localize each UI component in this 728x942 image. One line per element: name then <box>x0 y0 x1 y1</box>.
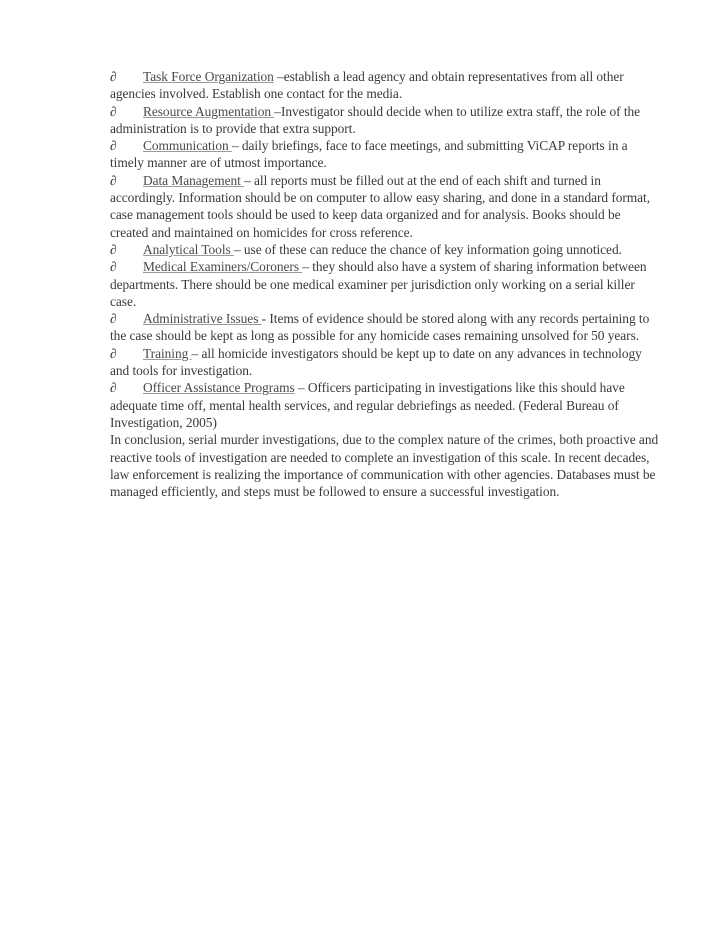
item-body: – use of these can reduce the chance of key information going unnoticed. <box>233 241 622 257</box>
list-item <box>110 258 662 310</box>
item-heading: Officer Assistance Programs <box>143 380 295 396</box>
item-heading: Medical Examiners/Coroners <box>143 259 303 275</box>
list-item <box>110 241 662 258</box>
bullet-icon: ∂ <box>110 241 117 257</box>
bullet-icon: ∂ <box>110 259 117 275</box>
item-body: –establish a lead agency and obtain representatives from all other agencies involved. Establish one contact for the media. <box>110 69 624 102</box>
bullet-icon: ∂ <box>110 69 117 84</box>
list-item <box>110 379 662 431</box>
item-heading: Training <box>143 345 192 361</box>
item-body: – all homicide investigators should be kept up to date on any advances in technology and tools for investigation. <box>110 345 642 379</box>
list-item <box>110 68 662 103</box>
list-item <box>110 103 662 138</box>
bullet-icon: ∂ <box>110 172 117 188</box>
bullet-icon: ∂ <box>110 103 117 119</box>
item-body: –Investigator should decide when to utilize extra staff, the role of the administration is to provide that extra support. <box>110 103 641 136</box>
list-item <box>110 345 662 380</box>
item-body: - Items of evidence should be stored along with any records pertaining to the case should be kept as long as possible for any homicide cases remaining unsolved for 50 years. <box>110 311 650 344</box>
bullet-icon: ∂ <box>110 380 117 396</box>
bullet-icon: ∂ <box>110 138 117 154</box>
item-heading: Resource Augmentation <box>143 103 275 119</box>
item-heading: Administrative Issues <box>143 311 262 327</box>
item-heading: Communication <box>143 138 232 154</box>
list-item <box>110 137 662 172</box>
list-item <box>110 310 662 345</box>
item-heading: Task Force Organization <box>143 69 274 84</box>
item-heading: Analytical Tools <box>143 241 234 257</box>
item-heading: Data Management <box>143 172 245 188</box>
item-body: – Officers participating in investigations like this should have adequate time off, mental health services, and regular debriefings as needed. (Federal Bureau of Investigation, 2005) <box>110 380 625 430</box>
document-page <box>110 68 662 500</box>
conclusion-paragraph: In conclusion, serial murder investigations, due to the complex nature of the crimes, both proactive and reactive tools of investigation are needed to complete an investigation of this scale. In recent decades, law enforcement is realizing the importance of communication with other agencies. Databases must be managed efficiently, and steps must be followed to ensure a successful investigation. <box>110 432 659 500</box>
bullet-icon: ∂ <box>110 345 117 361</box>
bullet-icon: ∂ <box>110 311 117 327</box>
list-item <box>110 172 662 241</box>
item-body: – daily briefings, face to face meetings, and submitting ViCAP reports in a timely manner are of utmost importance. <box>110 138 628 171</box>
item-body: – all reports must be filled out at the end of each shift and turned in accordingly. Information should be on computer to allow easy sharing, and done in a standard format, case management tools should be used to keep data organized and for analysis. Books should be created and maintained on homicides for cross reference. <box>110 172 651 240</box>
item-body: – they should also have a system of sharing information between departments. There should be one medical examiner per jurisdiction only working on a serial killer case. <box>110 259 647 309</box>
